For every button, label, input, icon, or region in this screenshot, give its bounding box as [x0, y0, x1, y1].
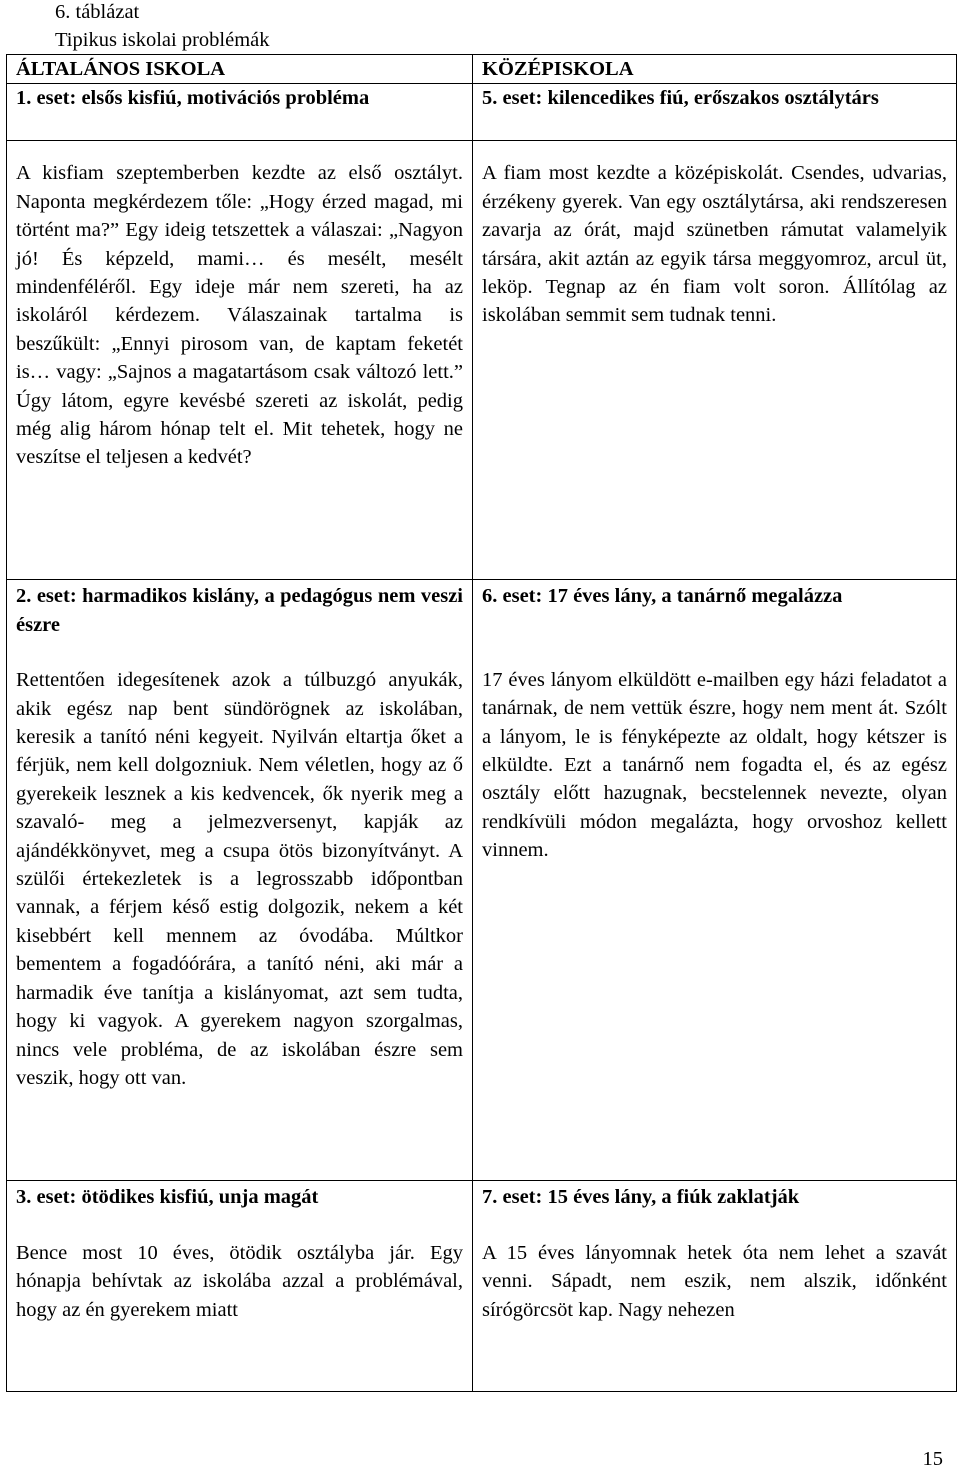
case-2-cell	[7, 580, 473, 1181]
table-title-caption: Tipikus iskolai problémák	[55, 29, 270, 51]
problems-table	[6, 54, 957, 1392]
secondary-header	[473, 55, 957, 84]
case-title-row	[7, 84, 957, 141]
case-6-title: 6. eset: 17 éves lány, a tanárnő megalázza	[482, 585, 843, 608]
case-2-text: Rettentően idegesítenek azok a túlbuzgó anyukák, akik egész nap bent sündörögnek az iskolában, keresik a tanító néni kegyeit. Nyilván eltartja őket a férjük, nem kell dolgozniuk. Nem véletlen, hogy az ő gyerekeik lesznek a kis kedvencek, ők nyerik meg a szavaló- meg a jelmezversenyt, kapják az ajándékkönyvet, meg a csupa ötös bizonyítványt. A szülői értekezletek is a legrosszabb időpontban vannak, a férjem késő estig dolgozik, nekem a két kisebbért kell mennem az óvodába. Múltkor bementem a fogadóórára, a tanító néni, aki már a harmadik éve tanítja a kislányomat, azt sem tudta, hogy ki vagyok. A gyerekem nagyon szorgalmas, nincs vele probléma, de az iskolában észre sem veszik, hogy ott van.	[16, 669, 463, 1089]
case-7-cell	[473, 1181, 957, 1392]
case-6-cell	[473, 580, 957, 1181]
case-row-2-6	[7, 580, 957, 1181]
page-number: 15	[922, 1448, 943, 1470]
case-text-row	[7, 141, 957, 580]
case-7-title: 7. eset: 15 éves lány, a fiúk zaklatják	[482, 1186, 800, 1209]
elementary-header-label: ÁLTALÁNOS ISKOLA	[16, 58, 226, 80]
case-1-text-cell	[7, 141, 473, 580]
case-7-text: A 15 éves lányomnak hetek óta nem lehet a szavát venni. Sápadt, nem eszik, nem alszik, időnként sírógörcsöt kap. Nagy nehezen	[482, 1241, 947, 1321]
case-3-cell	[7, 1181, 473, 1392]
case-3-title: 3. eset: ötödikes kisfiú, unja magát	[16, 1186, 319, 1209]
table-number-caption: 6. táblázat	[55, 1, 140, 23]
case-5-title: 5. eset: kilencedikes fiú, erőszakos osztálytárs	[482, 87, 879, 110]
case-1-title: 1. eset: elsős kisfiú, motivációs probléma	[16, 87, 370, 110]
case-6-text: 17 éves lányom elküldött e-mailben egy házi feladatot a tanárnak, de nem vettük észre, hogy nem ment át. Szólt a lányom, le is fényképezte az oldalt, hogy kétszer is elküldte. Ezt a tanárnő nem fogadta el, és az egész osztály előtt hazugnak, becstelennek nevezte, olyan rendkívüli módon megalázta, hogy orvoshoz kellett vinnem.	[482, 668, 947, 862]
table-header-row	[7, 55, 957, 84]
case-1-text: A kisfiam szeptemberben kezdte az első osztályt. Naponta megkérdezem tőle: „Hogy érzed magad, mi történt ma?” Egy ideig tetszettek a válaszai: „Nagyon jó! És képzeld, mami… és mesélt, mesélt mindenféléről. Egy ideje már nem szereti, ha az iskoláról kérdezem. Válaszainak tartalma is beszűkült: „Ennyi pirosom van, de kaptam feketét is… vagy: „Sajnos a magatartásom csak változó lett.” Úgy látom, egyre kevésbé szereti az iskolát, pedig még alig három hónap telt el. Mit tehetek, hogy ne veszítse el teljesen a kedvét?	[16, 162, 463, 469]
case-1-title-cell	[7, 84, 473, 141]
case-3-text: Bence most 10 éves, ötödik osztályba jár. Egy hónapja behívtak az iskolába azzal a problémával, hogy az én gyerekem miatt	[16, 1241, 463, 1321]
case-2-title: 2. eset: harmadikos kislány, a pedagógus nem veszi észre	[16, 585, 463, 636]
case-row-3-7	[7, 1181, 957, 1392]
elementary-header	[7, 55, 473, 84]
case-5-title-cell	[473, 84, 957, 141]
secondary-header-label: KÖZÉPISKOLA	[482, 58, 634, 80]
case-5-text-cell	[473, 141, 957, 580]
case-5-text: A fiam most kezdte a középiskolát. Csendes, udvarias, érzékeny gyerek. Van egy osztálytársa, aki rendszeresen zavarja az órát, majd szünetben rámutat valamelyik társára, akit aztán az egyik társa meggyomroz, arcul üt, leköp. Tegnap az én fiam volt soron. Állítólag az iskolában semmit sem tudnak tenni.	[482, 162, 947, 327]
